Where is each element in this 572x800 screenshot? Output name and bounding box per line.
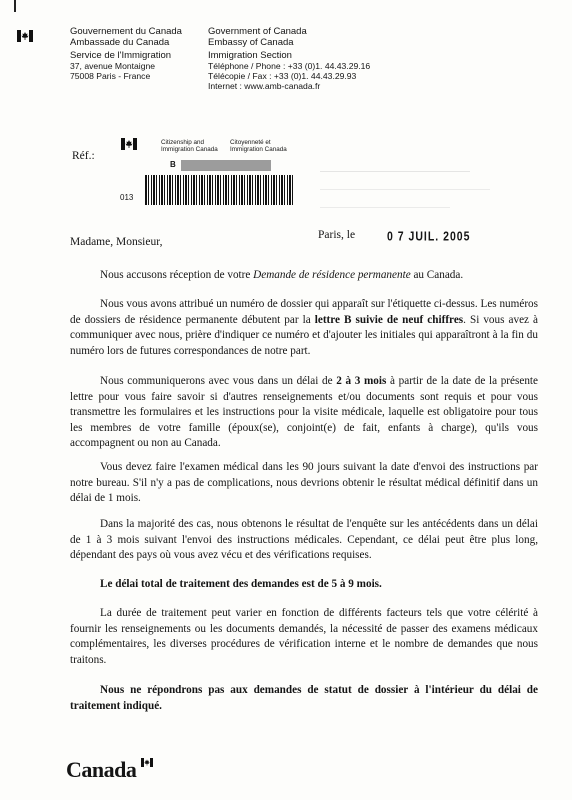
p1-emphasis: Demande de résidence permanente bbox=[253, 269, 411, 281]
wordmark-flag-icon bbox=[141, 758, 153, 767]
p3-bold: 2 à 3 mois bbox=[336, 375, 387, 387]
salutation: Madame, Monsieur, bbox=[70, 236, 163, 248]
wordmark-text: Canada bbox=[66, 757, 137, 782]
p2-b: . Si vous avez à communiquer avec nous, prière d'indiquer ce numéro et d'ajouter les initiales qui apparaîtront à la fin du numéro lors de futures correspondances de notre part. bbox=[70, 313, 538, 357]
paragraph-7: La durée de traitement peut varier en fonction de différents facteurs tels que votre célérité à fournir les renseignements ou les documents demandés, la nécessité de passer des examens médicaux complémentaires, les diverses procédures de vérification interne et le nombre de demandes que nous traitons. bbox=[70, 607, 538, 666]
place-label: Paris, le bbox=[318, 229, 356, 241]
date-stamp: 0 7 JUIL. 2005 bbox=[387, 229, 471, 244]
paragraph-1 bbox=[70, 268, 538, 284]
label-code: 013 bbox=[120, 193, 134, 202]
p3-a: Nous communiquerons avec vous dans un délai de bbox=[100, 375, 337, 387]
canada-flag-icon bbox=[17, 30, 33, 42]
barcode bbox=[145, 175, 295, 205]
paragraph-3 bbox=[70, 374, 538, 452]
gov-fr: Gouvernement du Canada bbox=[70, 26, 182, 37]
section-en: Immigration Section bbox=[208, 50, 292, 61]
embassy-fr: Ambassade du Canada bbox=[70, 37, 170, 48]
p1-a: Nous accusons réception de votre bbox=[100, 269, 254, 281]
canada-wordmark bbox=[66, 757, 136, 783]
paragraph-4: Vous devez faire l'examen médical dans les 90 jours suivant la date d'envoi des instructions par notre bureau. S'il n'y a pas de complications, nous devrions obtenir le résultat médical définitif dans un délai de 1 mois. bbox=[70, 461, 538, 505]
internet-line: Internet : www.amb-canada.fr bbox=[208, 81, 321, 91]
header-french bbox=[70, 26, 210, 81]
paragraph-5: Dans la majorité des cas, nous obtenons le résultat de l'enquête sur les antécédents dans un délai de 1 à 3 mois suivant l'envoi des instructions médicales. Cependant, ce délai peut être plus long, dépendant des pays où vous avez vécu et des vérifications requises. bbox=[70, 518, 538, 562]
cic-fr-label: Citoyenneté et Immigration Canada bbox=[230, 139, 287, 153]
address-line-1: 37, avenue Montaigne bbox=[70, 61, 156, 71]
p3-b: à partir de la date de la présente lettre pour vous faire savoir si d'autres renseignements et/ou documents sont requis et pour vous transmettre les formulaires et les instructions pour la visite médicale, laquelle est obligatoire pour tous les membres de votre famille (époux(se), conjoint(e) de fait, enfants à charge), qu'ils vous accompagnent ou non au Canada. bbox=[70, 375, 538, 450]
fax-line: Télécopie / Fax : +33 (0)1. 44.43.29.93 bbox=[208, 71, 357, 81]
p2-bold: lettre B suivie de neuf chiffres bbox=[314, 313, 464, 326]
file-prefix: B bbox=[170, 160, 176, 169]
scan-mark bbox=[14, 0, 16, 12]
header-english bbox=[208, 26, 408, 91]
embassy-en: Embassy of Canada bbox=[208, 37, 294, 48]
paragraph-6: Le délai total de traitement des demandes est de 5 à 9 mois. bbox=[100, 578, 382, 590]
file-number-redacted bbox=[181, 160, 271, 171]
cic-en-label: Citizenship and Immigration Canada bbox=[161, 139, 218, 153]
paragraph-2 bbox=[70, 297, 538, 359]
show-through-text bbox=[320, 160, 520, 208]
p2-a: Nous vous avons attribué un numéro de dossier qui apparaît sur l'étiquette ci-dessus. Les numéros de dossiers de résidence permanente débutent par la bbox=[70, 298, 538, 326]
address-line-2: 75008 Paris - France bbox=[70, 71, 151, 81]
phone-line: Téléphone / Phone : +33 (0)1. 44.43.29.16 bbox=[208, 61, 371, 71]
gov-en: Government of Canada bbox=[208, 26, 307, 37]
cic-flag-icon bbox=[121, 138, 137, 150]
service-fr: Service de l'Immigration bbox=[70, 50, 172, 61]
paragraph-8: Nous ne répondrons pas aux demandes de statut de dossier à l'intérieur du délai de traitement indiqué. bbox=[70, 684, 538, 712]
p1-b: au Canada. bbox=[410, 269, 464, 281]
ref-label: Réf.: bbox=[72, 150, 95, 162]
